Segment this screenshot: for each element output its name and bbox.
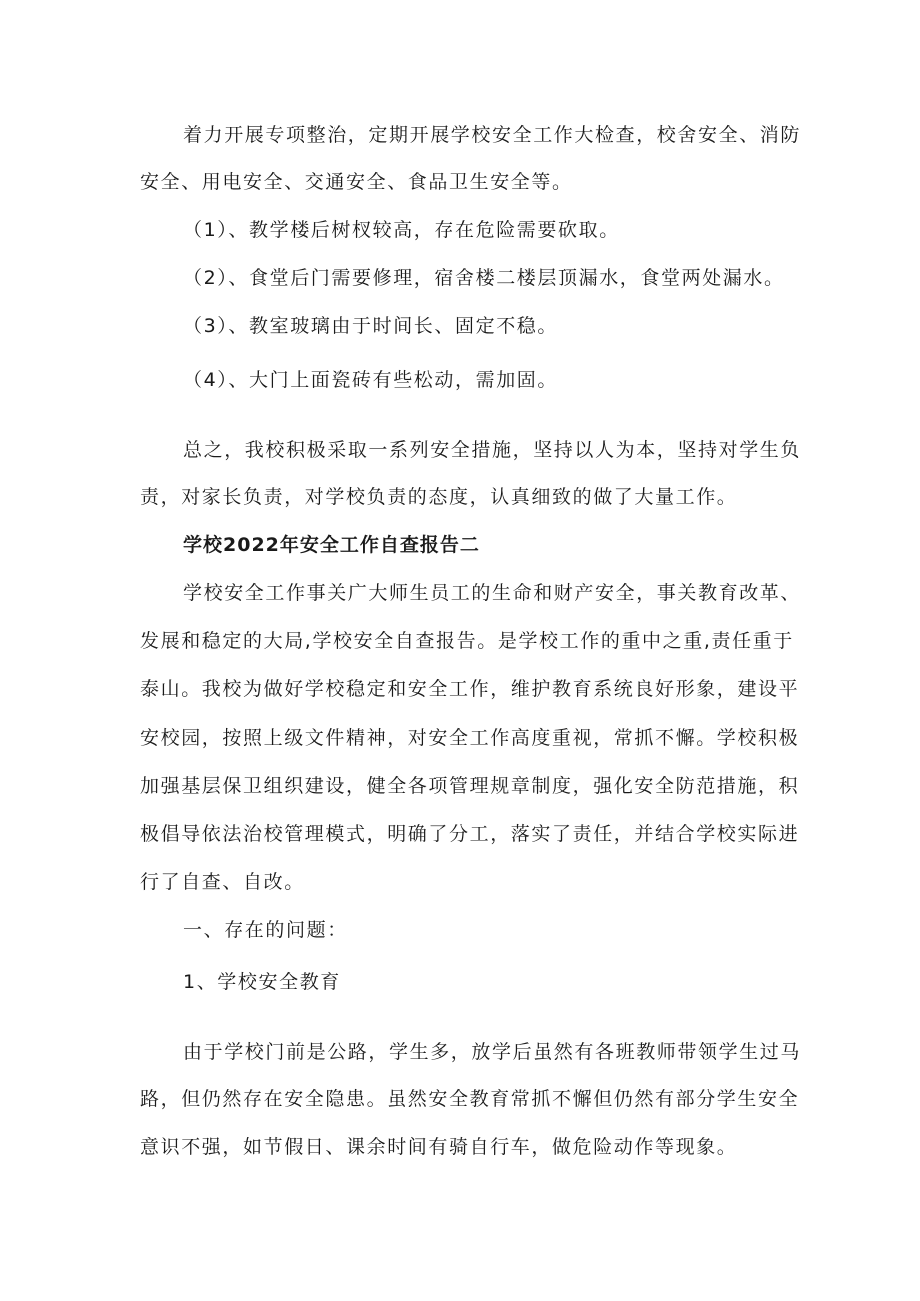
paragraph-line: 意识不强，如节假日、课余时间有骑自行车，做危险动作等现象。 [140, 1136, 738, 1158]
paragraph-line: 行了自查、自改。 [140, 871, 305, 893]
paragraph-line: 安全、用电安全、交通安全、食品卫生安全等。 [140, 171, 573, 193]
list-item: （3）、教室玻璃由于时间长、固定不稳。 [183, 315, 558, 337]
list-item: （4）、大门上面瓷砖有些松动，需加固。 [183, 369, 558, 391]
paragraph-line: 发展和稳定的大局,学校安全自查报告。是学校工作的重中之重,责任重于 [140, 630, 794, 652]
paragraph-line: 着力开展专项整治，定期开展学校安全工作大检查，校舍安全、消防 [183, 124, 802, 146]
list-item: （2）、食堂后门需要修理，宿舍楼二楼层顶漏水，食堂两处漏水。 [183, 267, 785, 289]
paragraph-line: 由于学校门前是公路，学生多，放学后虽然有各班教师带领学生过马 [183, 1041, 802, 1063]
subsection-heading: 1、学校安全教育 [183, 971, 341, 993]
paragraph-line: 责，对家长负责，对学校负责的态度，认真细致的做了大量工作。 [140, 486, 738, 508]
section-heading: 学校2022年安全工作自查报告二 [183, 534, 480, 556]
paragraph-line: 泰山。我校为做好学校稳定和安全工作，维护教育系统良好形象，建设平 [140, 678, 800, 700]
paragraph-line: 总之，我校积极采取一系列安全措施，坚持以人为本，坚持对学生负 [183, 439, 802, 461]
paragraph-line: 路，但仍然存在安全隐患。虽然安全教育常抓不懈但仍然有部分学生安全 [140, 1088, 800, 1110]
paragraph-line: 学校安全工作事关广大师生员工的生命和财产安全，事关教育改革、 [183, 582, 802, 604]
paragraph-line: 加强基层保卫组织建设，健全各项管理规章制度，强化安全防范措施，积 [140, 775, 800, 797]
paragraph-line: 安校园，按照上级文件精神，对安全工作高度重视，常抓不懈。学校积极 [140, 727, 800, 749]
section-heading: 一、存在的问题： [183, 919, 348, 941]
list-item: （1）、教学楼后树杈较高，存在危险需要砍取。 [183, 219, 620, 241]
paragraph-line: 极倡导依法治校管理模式，明确了分工，落实了责任，并结合学校实际进 [140, 823, 800, 845]
